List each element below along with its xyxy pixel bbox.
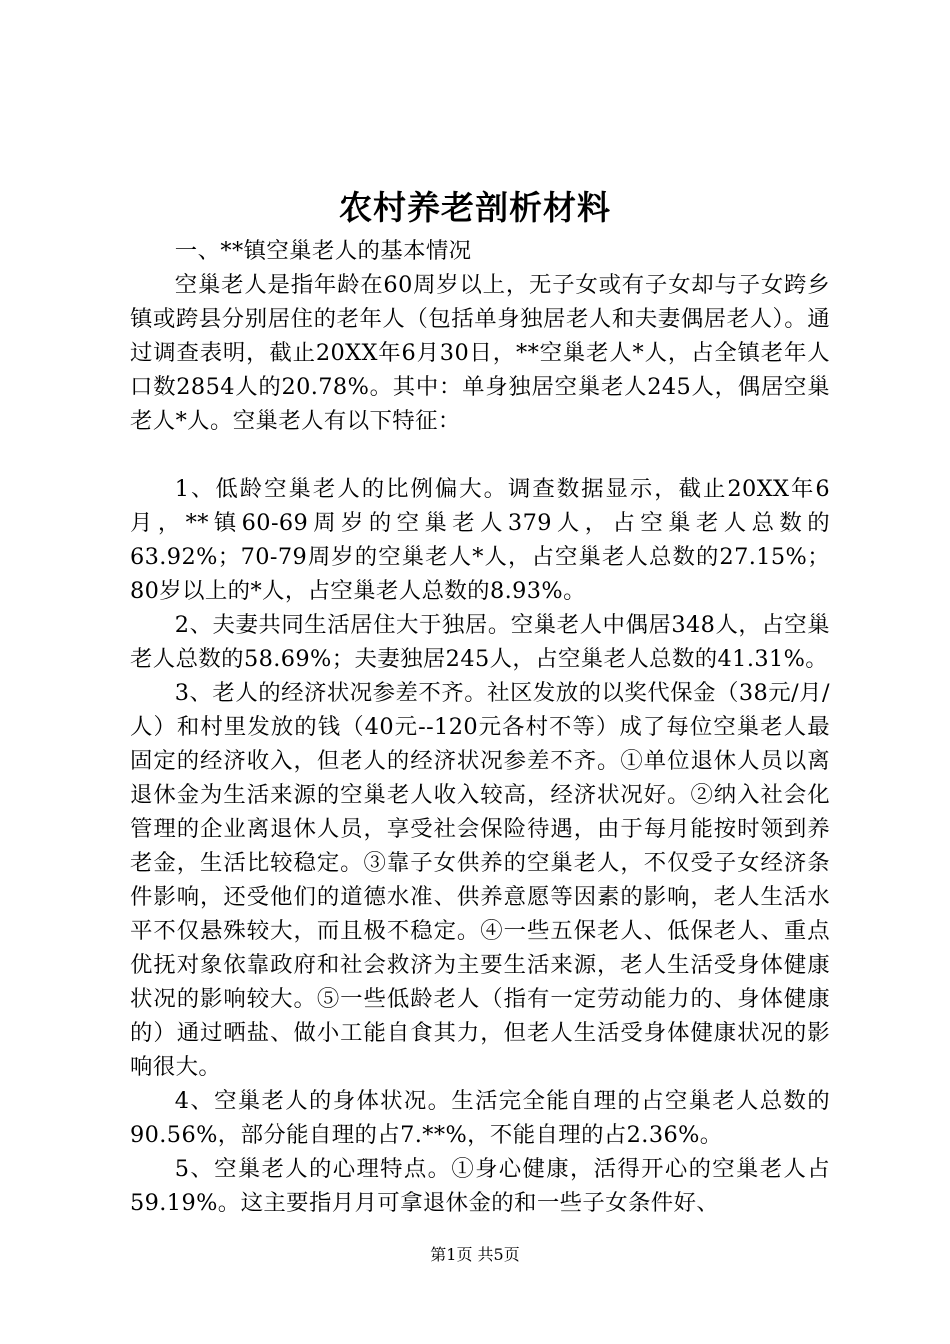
paragraph-item-1: 1、低龄空巢老人的比例偏大。调查数据显示，截止20XX年6月，**镇60-69周岁的空巢老人379人，占空巢老人总数的63.92%；70-79周岁的空巢老人*人，占空巢老人总数的27.15%；80岁以上的*人，占空巢老人总数的8.93%。 (130, 476, 830, 604)
paragraph-item-5: 5、空巢老人的心理特点。①身心健康，活得开心的空巢老人占59.19%。这主要指月月可拿退休金的和一些子女条件好、 (130, 1156, 830, 1216)
section-heading: 一、**镇空巢老人的基本情况 (174, 238, 472, 264)
page-footer: 第1页 共5页 (430, 1245, 520, 1264)
paragraph-item-2: 2、夫妻共同生活居住大于独居。空巢老人中偶居348人，占空巢老人总数的58.69%；夫妻独居245人，占空巢老人总数的41.31%。 (130, 612, 830, 672)
paragraph-item-4: 4、空巢老人的身体状况。生活完全能自理的占空巢老人总数的90.56%，部分能自理的占7.**%，不能自理的占2.36%。 (130, 1088, 830, 1148)
document-title: 农村养老剖析材料 (339, 188, 611, 227)
paragraph-intro: 空巢老人是指年龄在60周岁以上，无子女或有子女却与子女跨乡镇或跨县分别居住的老年人（包括单身独居老人和夫妻偶居老人）。通过调查表明，截止20XX年6月30日，**空巢老人*人，占全镇老年人口数2854人的20.78%。其中：单身独居空巢老人245人，偶居空巢老人*人。空巢老人有以下特征： (130, 272, 830, 434)
paragraph-item-3: 3、老人的经济状况参差不齐。社区发放的以奖代保金（38元/月/人）和村里发放的钱（40元--120元各村不等）成了每位空巢老人最固定的经济收入，但老人的经济状况参差不齐。①单位退休人员以离退休金为生活来源的空巢老人收入较高，经济状况好。②纳入社会化管理的企业离退休人员，享受社会保险待遇，由于每月能按时领到养老金，生活比较稳定。③靠子女供养的空巢老人，不仅受子女经济条件影响，还受他们的道德水准、供养意愿等因素的影响，老人生活水平不仅悬殊较大，而且极不稳定。④一些五保老人、低保老人、重点优抚对象依靠政府和社会救济为主要生活来源，老人生活受身体健康状况的影响较大。⑤一些低龄老人（指有一定劳动能力的、身体健康的）通过晒盐、做小工能自食其力，但老人生活受身体健康状况的影响很大。 (130, 680, 830, 1080)
document-body (130, 234, 830, 1220)
